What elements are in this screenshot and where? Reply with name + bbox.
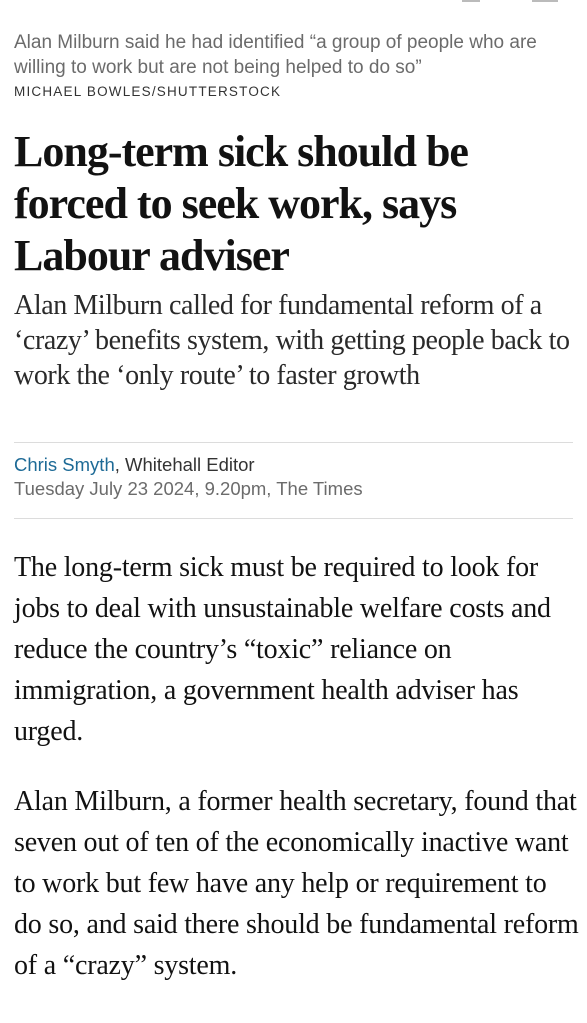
toolbar-icon-partial[interactable] (462, 0, 480, 2)
article-headline: Long-term sick should be forced to seek work, says Labour adviser (14, 127, 468, 280)
article-standfirst: Alan Milburn called for fundamental reform of a ‘crazy’ benefits system, with getting people back to work the ‘only route’ to faster growth (14, 290, 570, 391)
author-link[interactable]: Chris Smyth (14, 454, 115, 475)
divider-top (14, 442, 573, 443)
image-credit: MICHAEL BOWLES/SHUTTERSTOCK (14, 84, 282, 99)
body-paragraph: The long-term sick must be required to look for jobs to deal with unsustainable welfare costs and reduce the country’s “toxic” reliance on immigration, a government health adviser has urged. (14, 552, 551, 747)
top-toolbar-remnant (0, 0, 587, 4)
image-caption: Alan Milburn said he had identified “a group of people who are willing to work but are not being helped to do so” (14, 32, 537, 78)
divider-bottom (14, 518, 573, 519)
author-role: , Whitehall Editor (114, 454, 255, 475)
menu-icon-partial[interactable] (532, 0, 558, 2)
body-paragraph: Alan Milburn, a former health secretary, found that seven out of ten of the economically inactive want to work but few have any help or requirement to do so, and said there should be fundamental reform of a “crazy” system. (14, 786, 579, 981)
byline (14, 453, 255, 477)
dateline: Tuesday July 23 2024, 9.20pm, The Times (14, 478, 363, 499)
